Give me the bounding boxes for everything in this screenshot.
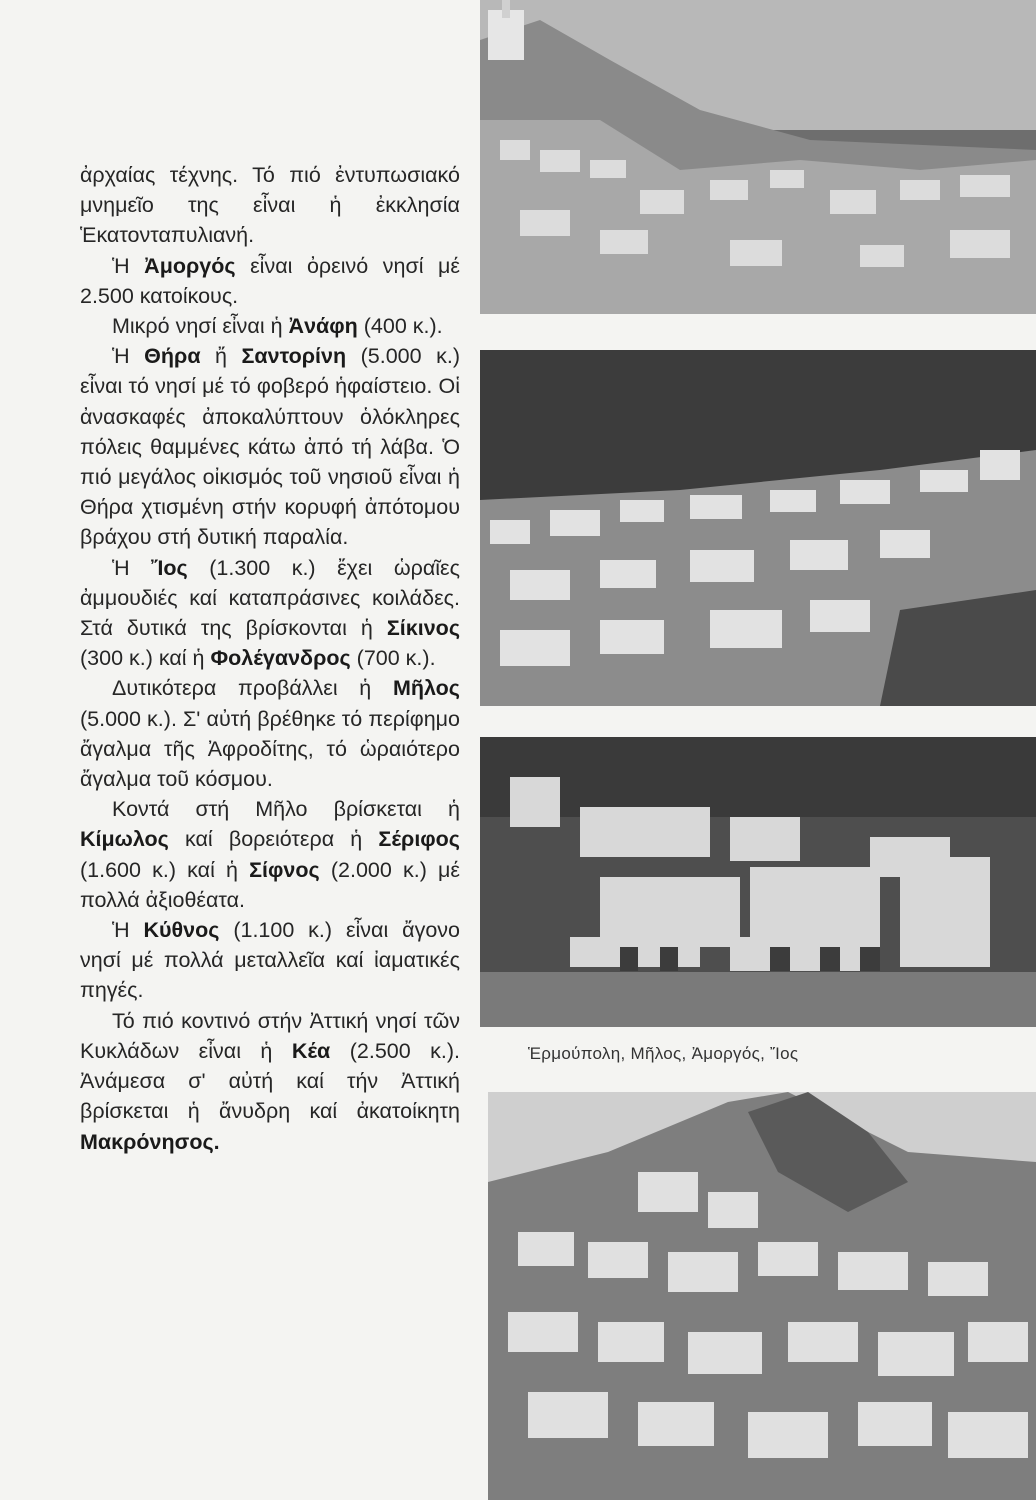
photo-caption: Ἑρμούπολη, Μῆλος, Ἀμοργός, Ἴος: [528, 1044, 799, 1063]
text-paragraph: [80, 160, 460, 251]
text-run: (1.100 κ.) εἶναι ἄγονο νησί μέ πολλά μεταλλεῖα καί ἰαματικές πηγές.: [80, 918, 460, 1003]
photo-ermoupoli: [480, 0, 1036, 314]
island-name: Σίφνος: [249, 857, 320, 882]
text-paragraph: [80, 341, 460, 552]
photo-ios: [488, 1092, 1036, 1500]
text-paragraph: [80, 673, 460, 794]
text-run: (2.500 κ.). Ἀνάμεσα σ' αὐτή καί τήν Ἀττική βρίσκεται ἡ ἄνυδρη καί ἀκατοίκητη: [80, 1038, 460, 1124]
photo-milos: [480, 350, 1036, 706]
island-name: Μῆλος: [392, 676, 460, 701]
text-run: Τό πιό κοντινό στήν Ἀττική νησί τῶν Κυκλάδων εἶναι ἡ: [80, 1008, 460, 1063]
island-name: Μακρόνησος.: [80, 1129, 220, 1154]
text-run: (2.000 κ.) μέ πολλά ἀξιοθέατα.: [80, 857, 460, 912]
text-run: Ἡ: [112, 253, 145, 278]
text-run: Μικρό νησί εἶναι ἡ: [112, 314, 289, 339]
island-name: Ἀνάφη: [288, 314, 358, 339]
text-run: εἶναι ὀρεινό νησί μέ 2.500 κατοίκους.: [80, 253, 460, 308]
island-name: Κύθνος: [143, 918, 220, 943]
text-run: (1.300 κ.) ἔχει ὡραῖες ἀμμουδιές καί καταπράσινες κοιλάδες. Στά δυτικά της βρίσκονται ἡ: [80, 555, 460, 641]
text-run: Κοντά στή Μῆλο βρίσκεται ἡ: [112, 797, 460, 822]
text-run: (400 κ.).: [357, 314, 443, 339]
island-name: Φολέγανδρος: [210, 646, 351, 671]
island-name: Σέριφος: [378, 827, 460, 852]
text-run: ἤ: [200, 344, 242, 369]
text-run: (300 κ.) καί ἡ: [80, 646, 211, 671]
text-paragraph: [80, 553, 460, 674]
text-run: (5.000 κ.) εἶναι τό νησί μέ τό φοβερό ἡφαίστειο. Οἱ ἀνασκαφές ἀποκαλύπτουν ὁλόκληρες πόλεις θαμμένες κάτω ἀπό τή λάβα. Ὁ πιό μεγάλος οἰκισμός τοῦ νησιοῦ εἶναι ἡ Θήρα χτισμένη στήν κορυφή ἀπότομου βράχου στή δυτική παραλία.: [80, 344, 460, 550]
island-name: Κέα: [291, 1038, 331, 1063]
island-name: Σίκινος: [386, 616, 460, 641]
text-run: (1.600 κ.) καί ἡ: [80, 857, 250, 882]
text-run: Ἡ: [112, 344, 145, 369]
text-run: Δυτικότερα προβάλλει ἡ: [112, 676, 393, 701]
text-run: ἀρχαίας τέχνης. Τό πιό ἐντυπωσιακό μνημεῖο της εἶναι ἡ ἐκκλησία Ἑκατονταπυλιανή.: [80, 163, 460, 248]
text-run: καί βορειότερα ἡ: [168, 827, 379, 852]
island-name: Ἀμοργός: [144, 253, 236, 278]
text-run: Ἡ: [112, 918, 144, 943]
text-paragraph: [80, 915, 460, 1006]
island-name: Θήρα: [144, 344, 201, 369]
island-name: Ἴος: [151, 555, 188, 580]
text-run: (700 κ.).: [350, 646, 436, 671]
text-paragraph: [80, 1006, 460, 1157]
text-paragraph: [80, 311, 460, 341]
island-name: Κίμωλος: [80, 827, 169, 852]
body-text: [80, 160, 460, 1157]
text-run: Ἡ: [112, 555, 152, 580]
text-paragraph: [80, 794, 460, 915]
text-run: (5.000 κ.). Σ' αὐτή βρέθηκε τό περίφημο ἄγαλμα τῆς Ἀφροδίτης, τό ὡραιότερο ἄγαλμα τοῦ κόσμου.: [80, 706, 460, 792]
text-paragraph: [80, 251, 460, 311]
island-name: Σαντορίνη: [241, 344, 347, 369]
photo-amorgos: [480, 737, 1036, 1027]
